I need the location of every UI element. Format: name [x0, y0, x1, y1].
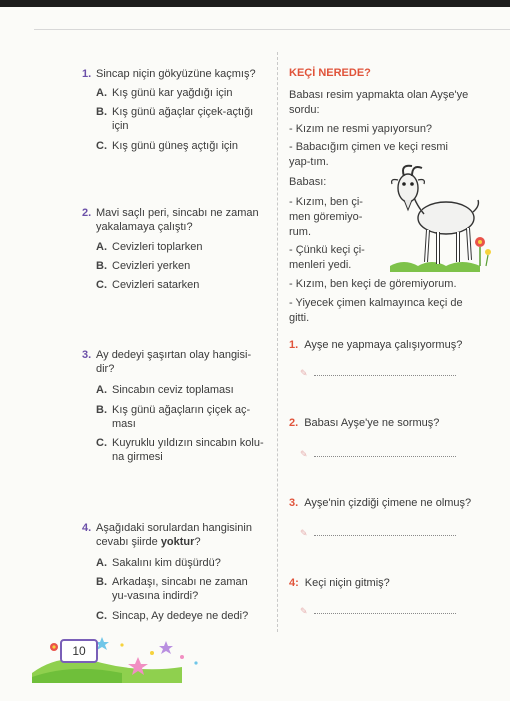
question-number: 4: [289, 577, 299, 589]
question-text: Ay dedeyi şaşırtan olay hangisi-dir? [96, 349, 252, 375]
question-number: 3. [289, 497, 299, 509]
story-paragraph: - Kızım ne resmi yapıyorsun? [289, 123, 433, 135]
reading-question-4 [289, 576, 390, 590]
option-label: A. [96, 384, 107, 396]
story-paragraph: Babası: [289, 176, 327, 188]
option-label: B. [96, 260, 107, 272]
question-number: 2. [82, 207, 92, 219]
reading-question-2 [289, 416, 439, 430]
column-divider [277, 52, 279, 632]
option-label: C. [96, 437, 107, 449]
pencil-icon: ✎ [300, 606, 308, 616]
option-2b [96, 259, 266, 273]
answer-line-1[interactable] [300, 368, 460, 378]
option-text: Sincap, Ay dedeye ne dedi? [112, 610, 249, 622]
option-label: A. [96, 241, 107, 253]
goat-illustration [384, 162, 494, 274]
option-label: A. [96, 557, 107, 569]
story-paragraph: - Çünkü keçi çi-menleri yedi. [289, 244, 365, 271]
option-text: Cevizleri yerken [112, 260, 191, 272]
question-text: Ayşe ne yapmaya çalışıyormuş? [304, 339, 463, 351]
question-number: 2. [289, 417, 299, 429]
option-text: Kış günü kar yağdığı için [112, 87, 233, 99]
option-2c [96, 278, 266, 292]
question-text: Keçi niçin gitmiş? [304, 577, 390, 589]
question-1 [82, 67, 262, 81]
option-1b [96, 105, 266, 133]
story-paragraph: - Kızım, ben keçi de göremiyorum. [289, 278, 457, 290]
option-label: B. [96, 404, 107, 416]
answer-line-3[interactable] [300, 528, 460, 538]
question-number: 4. [82, 522, 92, 534]
option-4b [96, 575, 266, 603]
reading-question-3 [289, 496, 471, 510]
option-4c [96, 609, 266, 623]
question-2 [82, 206, 264, 234]
story-title: KEÇİ NEREDE? [289, 67, 371, 79]
option-label: C. [96, 610, 107, 622]
question-3 [82, 348, 264, 376]
question-text: Sincap niçin gökyüzüne kaçmış? [96, 68, 256, 80]
question-text: Babası Ayşe'ye ne sormuş? [304, 417, 440, 429]
question-4 [82, 521, 264, 549]
question-number: 1. [289, 339, 299, 351]
question-number: 1. [82, 68, 92, 80]
option-text: Kış günü ağaçlar çiçek-açtığı için [112, 106, 254, 132]
story-paragraph: Babası resim yapmakta olan Ayşe'ye sordu: [289, 89, 469, 116]
story-paragraph: - Kızım, ben çi-men göremiyo-rum. [289, 196, 363, 238]
option-text: Kuyruklu yıldızın sincabın kolu-na girmesi [112, 437, 264, 463]
option-label: B. [96, 576, 107, 588]
emphasis-word: yoktur [160, 536, 195, 548]
option-4a [96, 556, 266, 570]
option-text: Cevizleri toplarken [112, 241, 203, 253]
reading-question-1 [289, 338, 462, 352]
question-text: Mavi saçlı peri, sincabı ne zaman yakalamaya çalıştı? [96, 207, 259, 233]
page-number: 10 [60, 639, 98, 663]
pencil-icon: ✎ [300, 528, 308, 538]
story-paragraph: - Babacığım çimen ve keçi resmi yap-tım. [289, 141, 448, 168]
option-3b [96, 403, 266, 431]
option-label: C. [96, 140, 107, 152]
option-text: Kış günü ağaçların çiçek aç-ması [112, 404, 251, 430]
question-text: Ayşe'nin çizdiği çimene ne olmuş? [304, 497, 472, 509]
option-text: Sincabın ceviz toplaması [112, 384, 234, 396]
option-2a [96, 240, 266, 254]
top-edge-bar [0, 0, 510, 7]
option-label: A. [96, 87, 107, 99]
option-text: Sakalını kim düşürdü? [112, 557, 221, 569]
option-1c [96, 139, 266, 153]
answer-line-4[interactable] [300, 606, 460, 616]
option-text: Kış günü güneş açtığı için [112, 140, 238, 152]
option-label: B. [96, 106, 107, 118]
question-number: 3. [82, 349, 92, 361]
option-1a [96, 86, 266, 100]
option-3a [96, 383, 266, 397]
answer-line-2[interactable] [300, 449, 460, 459]
option-text: Cevizleri satarken [112, 279, 200, 291]
option-text: Arkadaşı, sincabı ne zaman yu-vasına indirdi? [112, 576, 248, 602]
question-text: Aşağıdaki sorulardan hangisinin cevabı şiirde yoktur? [96, 522, 252, 548]
pencil-icon: ✎ [300, 449, 308, 459]
pencil-icon: ✎ [300, 368, 308, 378]
header-rule [34, 29, 510, 30]
story-paragraph: - Yiyecek çimen kalmayınca keçi de gitti. [289, 297, 463, 324]
option-3c [96, 436, 266, 464]
option-label: C. [96, 279, 107, 291]
